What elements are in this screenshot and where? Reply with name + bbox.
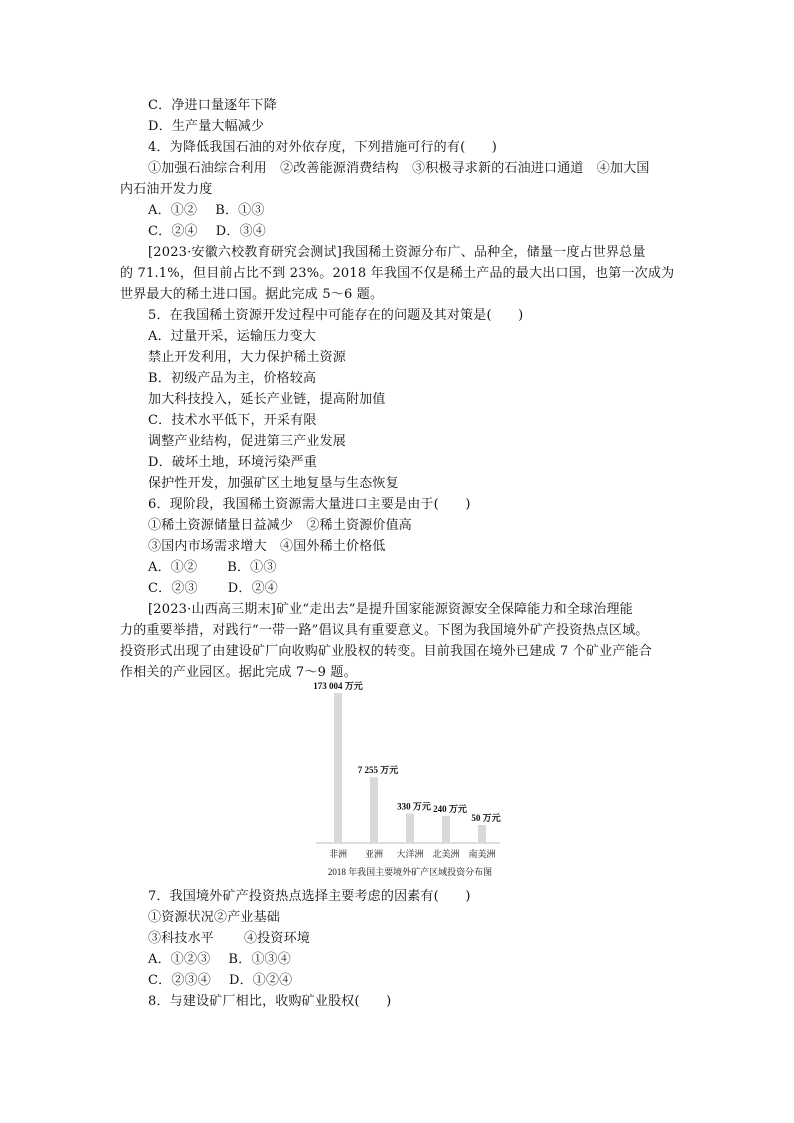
statement-4: ④投资环境: [244, 931, 311, 946]
investment-bar-chart: [300, 676, 520, 881]
chart-bar: [478, 825, 486, 843]
chart-value-label: 7 255 万元: [357, 765, 399, 776]
question-7-statements-1: ①资源状况②产业基础: [148, 910, 281, 925]
question-6: 6．现阶段，我国稀土资源需大量进口主要是由于( ): [148, 497, 471, 512]
passage-7-9-line4: 作相关的产业园区。据此完成 7～9 题。: [120, 665, 357, 680]
question-6-statements-2: ③国内市场需求增大 ④国外稀土价格低: [148, 539, 386, 554]
option-a: A．①②: [148, 203, 198, 218]
option-c: C．②③: [148, 581, 198, 596]
question-5-option-d: D．破坏土地，环境污染严重: [148, 455, 318, 470]
option-d: D．②④: [227, 581, 278, 596]
chart-category-label: 南美洲: [468, 849, 496, 859]
question-7-options-ab: [148, 950, 291, 970]
question-5: 5．在我国稀土资源开发过程中可能存在的问题及其对策是( ): [148, 308, 524, 323]
chart-bar: [370, 777, 378, 843]
chart-category-label: 大洋洲: [396, 849, 424, 859]
option-a: A．①②③: [148, 952, 211, 967]
passage-5-6-line3: 世界最大的稀土进口国。据此完成 5～6 题。: [120, 287, 384, 302]
question-4-statements: ①加强石油综合利用 ②改善能源消费结构 ③积极寻求新的石油进口通道 ④加大国: [148, 161, 650, 176]
question-4-options-ab: [148, 201, 265, 221]
chart-bar: [406, 814, 414, 843]
question-5-option-b: B．初级产品为主，价格较高: [148, 371, 317, 386]
chart-category-label: 北美洲: [432, 849, 460, 859]
question-4: 4．为降低我国石油的对外依存度，下列措施可行的有( ): [148, 140, 498, 155]
statement-3: ③科技水平: [148, 931, 215, 946]
passage-5-6: [2023·安徽六校教育研究会测试]我国稀土资源分布广、品种全，储量一度占世界总量: [148, 245, 646, 260]
question-5-option-a-cont: 禁止开发利用，大力保护稀土资源: [148, 350, 347, 365]
chart-bar: [334, 693, 342, 843]
question-4-statements-cont: 内石油开发力度: [120, 182, 213, 197]
chart-value-label: 330 万元: [397, 801, 431, 812]
question-5-option-c-cont: 调整产业结构，促进第三产业发展: [148, 434, 347, 449]
chart-category-label: 非洲: [328, 849, 348, 859]
chart-value-label: 50 万元: [471, 812, 501, 823]
chart-category-label: 亚洲: [364, 849, 384, 859]
chart-title: 2018 年我国主要境外矿产区域投资分布图: [327, 867, 493, 877]
option-d-line: D．生产量大幅减少: [148, 119, 265, 134]
passage-5-6-line2: 的 71.1%，但目前占比不到 23%。2018 年我国不仅是稀土产品的最大出口国，也第一次成为: [120, 266, 675, 281]
question-7-options-cd: [148, 971, 292, 991]
question-5-option-d-cont: 保护性开发，加强矿区土地复垦与生态恢复: [148, 476, 399, 491]
option-c-line: C．净进口量逐年下降: [148, 98, 277, 113]
question-5-option-c: C．技术水平低下，开采有限: [148, 413, 317, 428]
option-b: B．①③: [227, 560, 277, 575]
passage-7-9-line3: 投资形式出现了由建设矿厂向收购矿业股权的转变。目前我国在境外已建成 7 个矿业产能合: [120, 644, 652, 659]
question-6-statements-1: ①稀土资源储量日益减少 ②稀土资源价值高: [148, 518, 413, 533]
question-7: 7．我国境外矿产投资热点选择主要考虑的因素有( ): [148, 889, 471, 904]
option-a: A．①②: [148, 560, 198, 575]
chart-bar: [442, 816, 450, 843]
question-4-options-cd: [148, 222, 266, 242]
option-b: B．①③④: [228, 952, 291, 967]
option-d: D．③④: [215, 224, 266, 239]
question-7-statements-2: [148, 929, 310, 949]
option-c: C．②③④: [148, 973, 211, 988]
question-5-option-b-cont: 加大科技投入，延长产业链，提高附加值: [148, 392, 386, 407]
option-d: D．①②④: [228, 973, 293, 988]
chart-value-label: 173 004 万元: [313, 681, 363, 691]
option-c: C．②④: [148, 224, 198, 239]
question-5-option-a: A．过量开采，运输压力变大: [148, 329, 316, 344]
question-8: 8．与建设矿厂相比，收购矿业股权( ): [148, 994, 392, 1009]
chart-value-label: 240 万元: [433, 803, 467, 814]
option-b: B．①③: [215, 203, 265, 218]
question-6-options-cd: [148, 579, 278, 599]
passage-7-9-line2: 力的重要举措，对践行“一带一路”倡议具有重要意义。下图为我国境外矿产投资热点区域。: [120, 623, 649, 638]
passage-7-9: [2023·山西高三期末]矿业“走出去”是提升国家能源资源安全保障能力和全球治理能: [148, 602, 633, 617]
question-6-options-ab: [148, 558, 277, 578]
